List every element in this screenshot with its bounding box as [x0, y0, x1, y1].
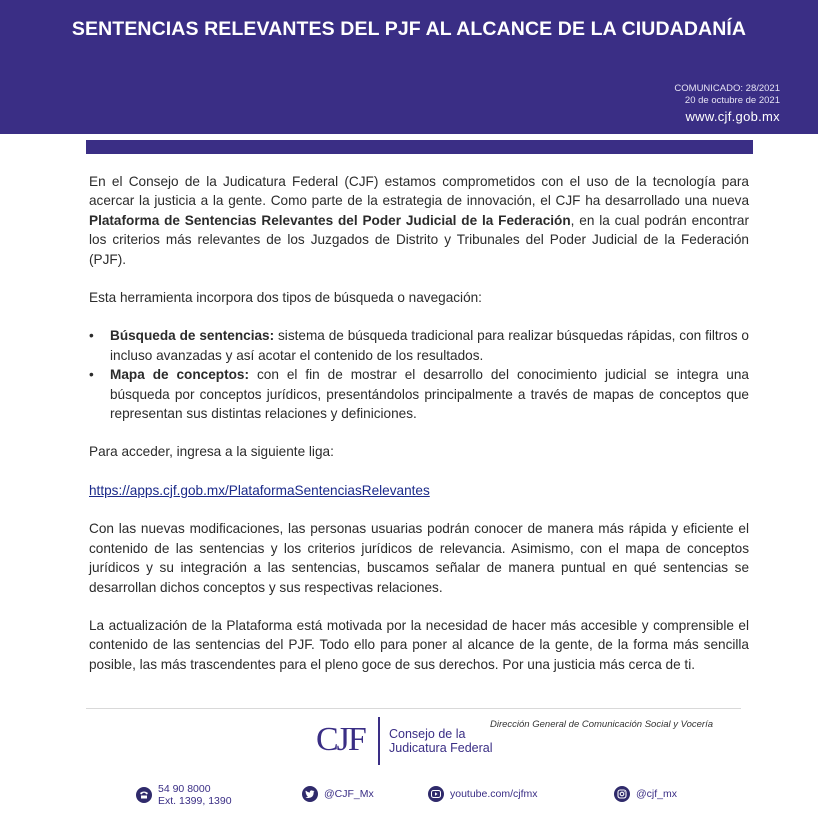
press-release-body [89, 172, 749, 693]
phone-number: 54 90 8000 [158, 783, 211, 795]
platform-name: Plataforma de Sentencias Relevantes del Poder Judicial de la Federación [89, 212, 571, 228]
twitter-icon [302, 786, 318, 802]
search-types-list [89, 326, 749, 423]
footer-divider [86, 708, 741, 709]
youtube-url: youtube.com/cjfmx [450, 788, 538, 800]
instagram-contact[interactable] [614, 786, 677, 802]
instagram-icon [614, 786, 630, 802]
instagram-handle: @cjf_mx [636, 788, 677, 800]
phone-contact [136, 783, 232, 807]
paragraph-access: Para acceder, ingresa a la siguiente liga: [89, 444, 334, 460]
bullet-icon: • [89, 367, 94, 383]
paragraph-update: La actualización de la Plataforma está motivada por la necesidad de hacer más accesible y comprensible el contenido de las sentencias del PJF. Todo ello para poner al alcance de la gente, de la forma más sencilla posible, las más trascendentes para el pleno goce de sus derechos. Por una justicia más cerca de ti. [89, 617, 749, 672]
youtube-icon [428, 786, 444, 802]
twitter-handle: @CJF_Mx [324, 788, 374, 800]
website-link[interactable]: www.cjf.gob.mx [685, 109, 780, 124]
logo-name: Consejo de la Judicatura Federal [389, 727, 493, 755]
comunicado-number: COMUNICADO: 28/2021 [674, 83, 780, 94]
direccion-label: Dirección General de Comunicación Social y Vocería [490, 719, 714, 730]
phone-ext: Ext. 1399, 1390 [158, 795, 232, 807]
page-title: SENTENCIAS RELEVANTES DEL PJF AL ALCANCE DE LA CIUDADANÍA [71, 18, 747, 40]
youtube-contact[interactable] [428, 786, 538, 802]
footer-contacts [0, 783, 818, 813]
list-item: • Mapa de conceptos: con el fin de mostrar el desarrollo del conocimiento judicial se integra una búsqueda por conceptos jurídicos, presentándolos principalmente a través de mapas de conceptos que representan sus distintas relaciones y definiciones. [89, 367, 749, 422]
header-divider-band [86, 140, 753, 154]
comunicado-date: 20 de octubre de 2021 [684, 95, 780, 106]
cjf-logo-mark: CJF [316, 721, 365, 758]
comunicado-info [674, 83, 780, 107]
paragraph-intro: En el Consejo de la Judicatura Federal (CJF) estamos comprometidos con el uso de la tecnología para acercar la justicia a la gente. Como parte de la estrategia de innovación, el CJF ha desarrollado una nueva Plataforma de Sentencias Relevantes del Poder Judicial de la Federación, en la cual podrán encontrar los criterios más relevantes de los Juzgados de Distrito y Tribunales del Poder Judicial de la Federación (PJF). [89, 174, 749, 267]
header-banner [0, 0, 818, 134]
paragraph-modifications: Con las nuevas modificaciones, las personas usuarias podrán conocer de manera más rápida y eficiente el contenido de las sentencias y los criterios jurídicos de relevancia. Asimismo, con el mapa de conceptos jurídicos y su integración a las sentencias, buscamos señalar de manera puntual en qué sentencias se desarrollan dichos conceptos y sus respectivas relaciones. [89, 521, 749, 595]
paragraph-link [89, 481, 749, 500]
list-item: • Búsqueda de sentencias: sistema de búsqueda tradicional para realizar búsquedas rápidas, con filtros o incluso avanzadas y así acotar el contenido de los resultados. [89, 328, 749, 363]
paragraph-tools: Esta herramienta incorpora dos tipos de búsqueda o navegación: [89, 290, 482, 306]
platform-link[interactable]: https://apps.cjf.gob.mx/PlataformaSentenciasRelevantes [89, 482, 430, 498]
bullet-icon: • [89, 328, 94, 344]
twitter-contact[interactable] [302, 786, 374, 802]
phone-icon [136, 787, 152, 803]
logo-separator [378, 717, 380, 765]
